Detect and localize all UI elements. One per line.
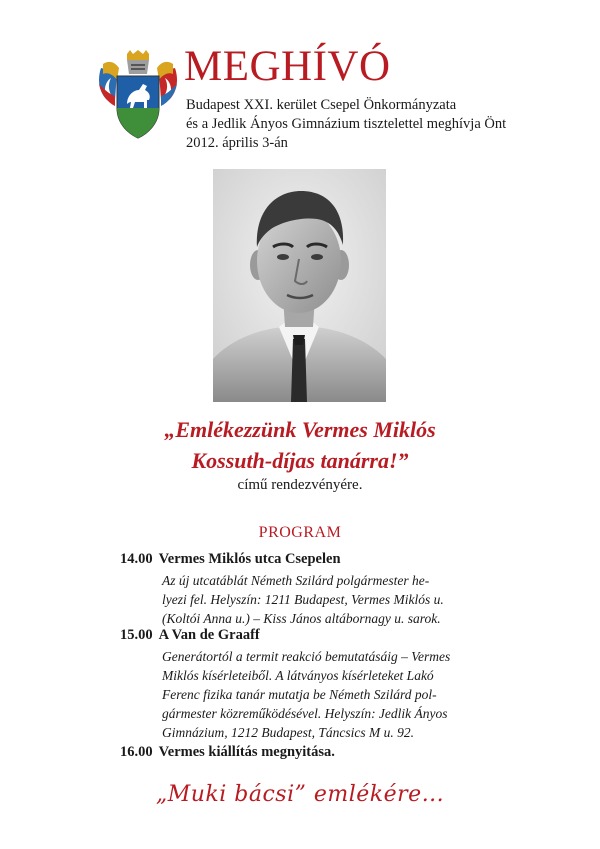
program-item-time: 16.00 (120, 744, 153, 760)
intro-line: 2012. április 3-án (186, 135, 288, 151)
program-item-name: A Van de Graaff (158, 627, 260, 643)
event-headline (0, 414, 600, 476)
program-heading: PROGRAM (258, 524, 342, 541)
coat-of-arms-icon (97, 50, 179, 140)
description-line: Az új utcatáblát Németh Szilárd polgármester he- (162, 573, 430, 588)
description-line: Generátortól a termit reakció bemutatásáig – Vermes (162, 649, 451, 664)
program-item-name: Vermes Miklós utca Csepelen (158, 551, 341, 567)
program-item-name: Vermes kiállítás megnyitása. (158, 744, 335, 760)
program-item-description (162, 571, 486, 628)
headline-line: „Emlékezzünk Vermes Miklós (164, 417, 436, 442)
intro-line: Budapest XXI. kerület Csepel Önkormányzata (186, 97, 457, 113)
description-line: (Koltói Anna u.) – Kiss János altábornagy u. sarok. (162, 611, 441, 626)
description-line: lyezi fel. Helyszín: 1211 Budapest, Vermes Miklós u. (162, 592, 444, 607)
description-line: Ferenc fizika tanár mutatja be Németh Szilárd pol- (162, 687, 437, 702)
program-item-description (162, 647, 486, 742)
program-item-time: 15.00 (120, 627, 153, 643)
portrait-photo (213, 169, 386, 402)
headline-line: Kossuth-díjas tanárra!” (191, 448, 409, 473)
program-item-title (120, 551, 347, 568)
description-line: Gimnázium, 1212 Budapest, Táncsics M u. 92. (162, 725, 414, 740)
program-item-title (120, 744, 341, 761)
signature-text: „Muki bácsi” emlékére... (155, 782, 445, 807)
intro-text (186, 96, 506, 153)
description-line: Miklós kísérleteiből. A látványos kísérleteket Lakó (162, 668, 434, 683)
program-item-time: 14.00 (120, 551, 153, 567)
program-item-title (120, 627, 266, 644)
page-title: MEGHÍVÓ (184, 43, 391, 90)
intro-line: és a Jedlik Ányos Gimnázium tisztelettel meghívja Önt (186, 116, 507, 132)
event-subline: című rendezvényére. (237, 477, 363, 493)
description-line: gármester közreműködésével. Helyszín: Jedlik Ányos (162, 706, 448, 721)
